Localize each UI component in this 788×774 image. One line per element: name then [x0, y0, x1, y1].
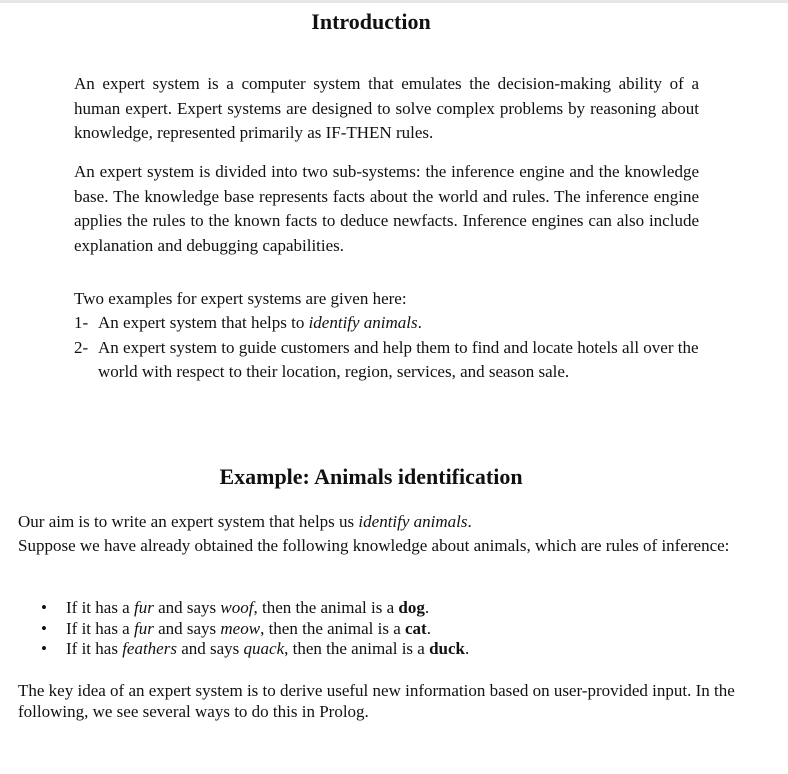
- rule-item: [38, 639, 469, 660]
- intro-heading: Introduction: [311, 9, 431, 34]
- rule-emphasis: woof: [220, 598, 254, 617]
- rule-text: If it has a: [66, 598, 134, 617]
- aim-paragraph: [18, 510, 738, 557]
- rule-text: and says: [153, 618, 221, 638]
- list-number: 1-: [74, 313, 89, 332]
- examples-list-item: [74, 336, 714, 385]
- list-item-text: An expert system that helps to: [98, 313, 309, 332]
- rule-emphasis: fur: [133, 598, 154, 617]
- key-idea-paragraph: The key idea of an expert system is to derive useful new information based on user-provided input. In the following, we see several ways to do this in Prolog.: [18, 681, 735, 721]
- list-item-text: An expert system to guide customers and help them to find and locate hotels all over the world with respect to their location, region, services, and season sale.: [98, 337, 699, 381]
- rule-emphasis: feathers: [122, 639, 177, 658]
- bullet-icon: •: [41, 618, 47, 638]
- list-item-emphasis: identify animals: [308, 313, 418, 332]
- suppose-text: Suppose we have already obtained the following knowledge about animals, which are rules of inference:: [18, 535, 730, 555]
- rule-text: , then the animal is a: [284, 639, 430, 658]
- rule-text: .: [426, 618, 431, 638]
- examples-lead: Two examples for expert systems are given here:: [74, 289, 407, 308]
- rule-text: If it has a: [66, 618, 134, 638]
- rule-item: [38, 598, 469, 619]
- list-number: 2-: [74, 337, 89, 357]
- page-top-border: [0, 0, 788, 3]
- examples-list: [74, 311, 714, 385]
- bullet-icon: •: [41, 598, 47, 617]
- rule-animal: cat: [405, 618, 427, 638]
- rule-text: , then the animal is a: [253, 598, 399, 617]
- rule-text: , then the animal is a: [260, 618, 406, 638]
- rule-emphasis: fur: [133, 618, 154, 638]
- examples-list-item: [74, 311, 714, 336]
- rule-animal: duck: [429, 639, 465, 658]
- rule-emphasis: meow: [220, 618, 261, 638]
- intro-paragraph-1: An expert system is a computer system that emulates the decision-making ability of a human expert. Expert systems are designed to solve complex problems by reasoning about knowledge, represented primarily as IF-THEN rules.: [74, 74, 699, 142]
- rule-text: and says: [153, 598, 221, 617]
- example-heading: Example: Animals identification: [219, 464, 523, 489]
- rule-animal: dog: [398, 598, 425, 617]
- rule-text: .: [424, 598, 430, 617]
- bullet-icon: •: [41, 639, 47, 658]
- rule-text: and says: [176, 639, 244, 658]
- aim-emphasis: identify animals: [358, 512, 468, 531]
- rule-text: If it has: [66, 639, 123, 658]
- rule-text: .: [465, 639, 470, 658]
- intro-paragraph-2: An expert system is divided into two sub-systems: the inference engine and the knowledge base. The knowledge base represents facts about the world and rules. The inference engine applies the rules to the known facts to deduce newfacts. Inference engines can also include explanation and debugging capabilities.: [74, 162, 699, 255]
- rule-emphasis: quack: [243, 639, 285, 658]
- aim-text: Our aim is to write an expert system that helps us: [18, 512, 359, 531]
- list-item-tail: .: [417, 313, 422, 332]
- aim-tail: .: [467, 512, 472, 531]
- rules-list: [38, 598, 469, 660]
- rule-item: [38, 619, 469, 640]
